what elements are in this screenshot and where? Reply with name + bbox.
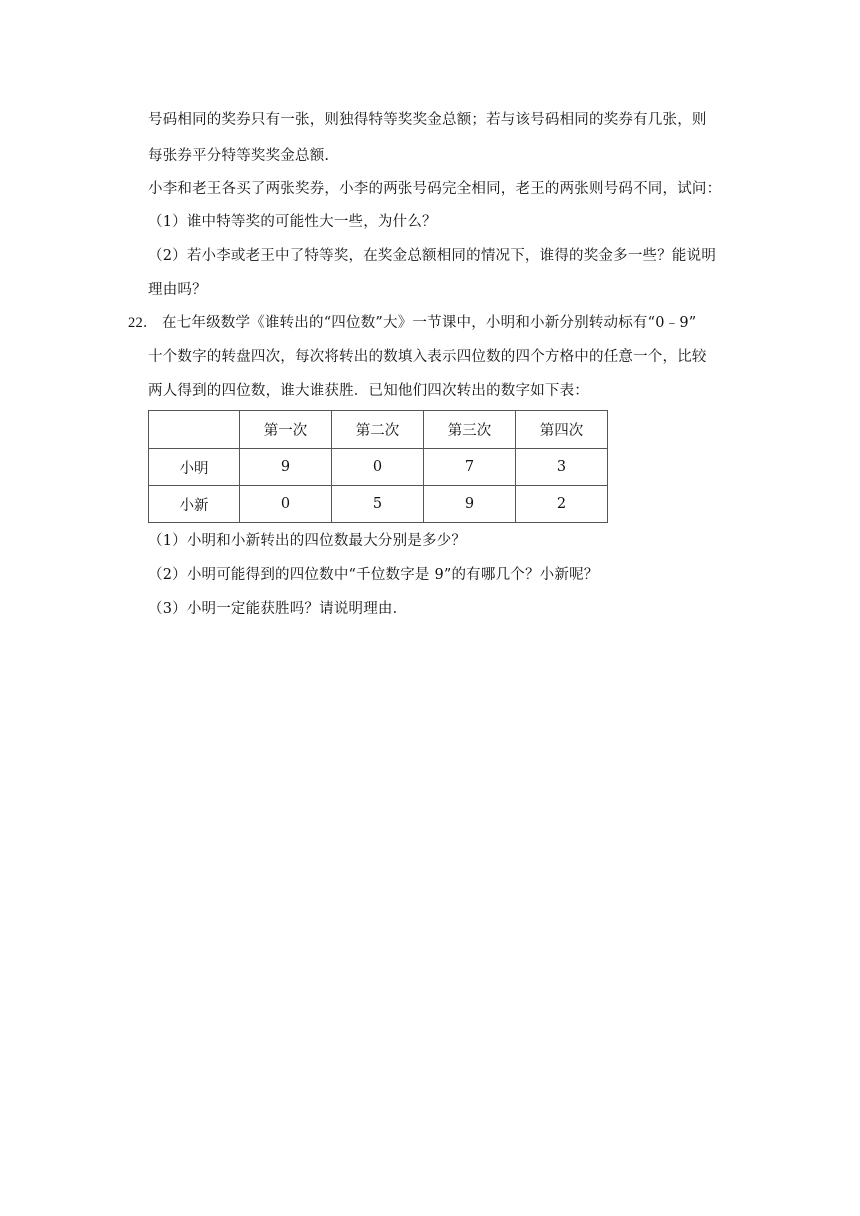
sub-question-3: （3）小明一定能获胜吗？请说明理由． — [148, 601, 408, 617]
sub-question-2: （2）小明可能得到的四位数中“千位数字是 9”的有哪几个？小新呢？ — [148, 567, 599, 583]
table-header-cell: 第二次 — [332, 411, 424, 449]
table-cell: 小明 — [149, 449, 240, 486]
table-cell: 0 — [332, 449, 424, 486]
table-cell: 0 — [240, 486, 332, 523]
table-cell: 小新 — [149, 486, 240, 523]
table-header-row — [149, 411, 608, 449]
sub-question-2: （2）若小李或老王中了特等奖，在奖金总额相同的情况下，谁得的奖金多一些？能说明 — [148, 248, 717, 264]
spin-results-table — [148, 410, 608, 523]
table-cell: 2 — [516, 486, 608, 523]
question-text: 在七年级数学《谁转出的“四位数”大》一节课中，小明和小新分别转动标有“0﹣9” — [162, 315, 697, 331]
paragraph-line: 每张券平分特等奖奖金总额. — [148, 148, 330, 164]
sub-question-2-cont: 理由吗？ — [148, 282, 207, 298]
table-header-cell: 第四次 — [516, 411, 608, 449]
question-text: 两人得到的四位数，谁大谁获胜．已知他们四次转出的数字如下表： — [148, 383, 589, 399]
sub-question-1: （1）谁中特等奖的可能性大一些，为什么？ — [148, 214, 437, 230]
question-number: 22． — [128, 315, 158, 331]
table-cell: 9 — [424, 486, 516, 523]
table-cell: 9 — [240, 449, 332, 486]
paragraph-line: 号码相同的奖券只有一张，则独得特等奖奖金总额；若与该号码相同的奖券有几张，则 — [148, 112, 707, 128]
table-cell: 7 — [424, 449, 516, 486]
sub-question-1: （1）小明和小新转出的四位数最大分别是多少？ — [148, 533, 467, 549]
table-header-cell — [149, 411, 240, 449]
table-cell: 3 — [516, 449, 608, 486]
table-row — [149, 449, 608, 486]
paragraph-line: 小李和老王各买了两张奖券，小李的两张号码完全相同，老王的两张则号码不同，试问： — [148, 181, 722, 197]
question-text: 十个数字的转盘四次，每次将转出的数填入表示四位数的四个方格中的任意一个，比较 — [148, 349, 707, 365]
table-header-cell: 第三次 — [424, 411, 516, 449]
table-header-cell: 第一次 — [240, 411, 332, 449]
table-row — [149, 486, 608, 523]
table-cell: 5 — [332, 486, 424, 523]
